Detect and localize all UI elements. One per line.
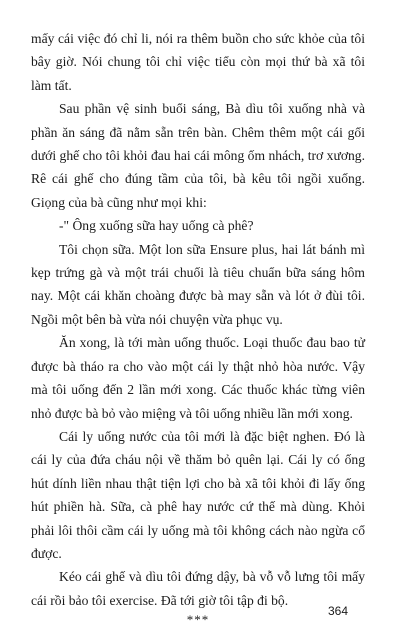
dialog-line: -" Ông xuống sữa hay uống cà phê? <box>59 218 254 234</box>
section-separator: *** <box>186 612 210 628</box>
paragraph-6: Kéo cái ghế và dìu tôi đứng dậy, bà vỗ vỗ lưng tôi mấy cái rồi bảo tôi exercise. Đã tới giờ tôi tập đi bộ. <box>31 569 365 608</box>
body-text <box>31 27 365 628</box>
paragraph-4: Ăn xong, là tới màn uống thuốc. Loại thuốc đau bao tử được bà tháo ra cho vào một cái ly thật nhỏ hòa nước. Vậy mà tôi uống đến 2 lần mới xong. Các thuốc khác từng viên nhỏ được bà bỏ vào miệng và tôi uống nhiều lần mới xong. <box>31 335 365 421</box>
paragraph-1: mấy cái việc đó chỉ li, nói ra thêm buồn cho sức khỏe của tôi bây giờ. Nói chung tôi chỉ việc tiểu còn mọi thứ bà xã tôi làm tất. <box>31 31 365 93</box>
paragraph-3: Tôi chọn sữa. Một lon sữa Ensure plus, hai lát bánh mì kẹp trứng gà và một trái chuối là tiêu chuẩn bữa sáng hôm nay. Một cái khăn choàng được bà may sẵn và lót ở đùi tôi. Ngồi một bên bà vừa nói chuyện vừa phục vụ. <box>31 241 365 327</box>
paragraph-5: Cái ly uống nước của tôi mới là đặc biệt nghen. Đó là cái ly của đứa cháu nội về thăm bỏ quên lại. Cái ly có ống hút dính liền nhau thật tiện lợi cho bà xã tôi khỏi đi lấy ống hút phiền hà. Sữa, cà phê hay nước cứ thế mà dùng. Khỏi phải lôi thôi cầm cái ly uống mà tôi không cách nào ngừa cổ được. <box>31 428 365 561</box>
page-number: 364 <box>328 604 349 618</box>
paragraph-2: Sau phần vệ sinh buổi sáng, Bà dìu tôi xuống nhà và phần ăn sáng đã nằm sẵn trên bàn. Chêm thêm một cái gối dưới ghế cho tôi khỏi đau hai cái mông ốm nhách, trơ xương. Rê cái ghế cho đúng tầm của tôi, bà kêu tôi ngồi xuống. Giọng của bà cũng như mọi khi: <box>31 101 365 210</box>
